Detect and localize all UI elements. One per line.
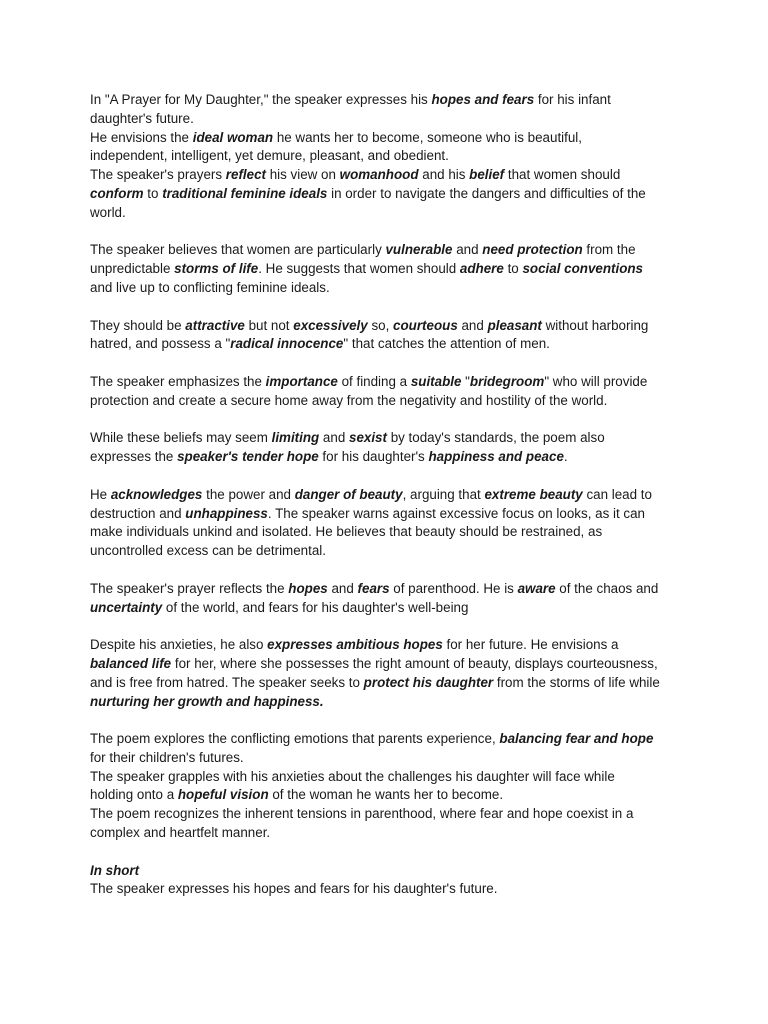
text-line <box>90 636 690 655</box>
document-page <box>90 91 690 918</box>
text-segment: uncontrolled excess can be detrimental. <box>90 543 326 559</box>
emphasized-phrase: suitable <box>410 373 462 389</box>
text-segment: . He suggests that women should <box>258 261 460 277</box>
essay-body <box>90 91 690 843</box>
emphasized-phrase: extreme beauty <box>484 486 583 502</box>
emphasized-phrase: fears <box>357 580 390 596</box>
emphasized-phrase: womanhood <box>339 167 419 183</box>
text-line <box>90 805 690 824</box>
text-segment: independent, intelligent, yet demure, pleasant, and obedient. <box>90 148 449 164</box>
text-segment: make individuals unkind and isolated. He believes that beauty should be restrained, as <box>90 524 603 540</box>
text-line <box>90 392 690 411</box>
text-segment: holding onto a <box>90 787 178 803</box>
text-line <box>90 505 690 524</box>
paragraph <box>90 91 690 223</box>
text-segment: , arguing that <box>402 486 485 502</box>
text-segment: world. <box>90 204 126 220</box>
text-segment: for her future. He envisions a <box>442 637 619 653</box>
text-segment: and <box>327 580 358 596</box>
text-segment: The speaker's prayers <box>90 167 226 183</box>
paragraph <box>90 636 690 711</box>
text-line <box>90 91 690 110</box>
emphasized-phrase: ideal woman <box>192 129 274 145</box>
paragraph <box>90 241 690 297</box>
text-line <box>90 279 690 298</box>
emphasized-phrase: conform <box>90 185 144 201</box>
summary-text: The speaker expresses his hopes and fears for his daughter's future. <box>90 881 498 897</box>
text-segment: and <box>452 242 483 258</box>
text-segment: without harboring <box>541 317 649 333</box>
emphasized-phrase: belief <box>469 167 505 183</box>
text-segment: protection and create a secure home away from the negativity and hostility of the world. <box>90 392 608 408</box>
emphasized-phrase: happiness and peace <box>428 449 564 465</box>
text-segment: and live up to conflicting feminine ideals. <box>90 279 330 295</box>
text-line <box>90 824 690 843</box>
emphasized-phrase: protect his daughter <box>363 674 494 690</box>
emphasized-phrase: acknowledges <box>110 486 203 502</box>
text-segment: so, <box>367 317 394 333</box>
text-line <box>90 448 690 467</box>
text-segment: unpredictable <box>90 261 175 277</box>
text-line <box>90 486 690 505</box>
text-line <box>90 768 690 787</box>
text-line <box>90 523 690 542</box>
paragraph <box>90 317 690 355</box>
emphasized-phrase: aware <box>517 580 556 596</box>
text-segment: to <box>143 185 163 201</box>
text-segment: and <box>457 317 488 333</box>
text-segment: The poem recognizes the inherent tensions in parenthood, where fear and hope coexist in a <box>90 806 634 822</box>
text-line <box>90 260 690 279</box>
text-segment: He envisions the <box>90 129 193 145</box>
emphasized-phrase: adhere <box>459 261 504 277</box>
emphasized-phrase: balanced life <box>90 655 172 671</box>
text-segment: of finding a <box>337 373 411 389</box>
text-segment: for her, where she possesses the right amount of beauty, displays courteousness, <box>171 655 658 671</box>
text-line <box>90 580 690 599</box>
text-segment: can lead to <box>582 486 652 502</box>
text-line <box>90 693 690 712</box>
text-line <box>90 241 690 260</box>
text-segment: hatred, and possess a " <box>90 336 231 352</box>
emphasized-phrase: courteous <box>393 317 458 333</box>
text-segment: and his <box>418 167 470 183</box>
text-segment: for his daughter's <box>318 449 429 465</box>
text-line <box>90 599 690 618</box>
paragraph <box>90 373 690 411</box>
text-segment: by today's standards, the poem also <box>386 430 605 446</box>
text-segment: of the world, and fears for his daughter's well-being <box>162 599 469 615</box>
text-segment: in order to navigate the dangers and difficulties of the <box>327 185 646 201</box>
emphasized-phrase: storms of life <box>174 261 259 277</box>
emphasized-phrase: danger of beauty <box>294 486 403 502</box>
text-line <box>90 166 690 185</box>
text-segment: " who will provide <box>544 373 648 389</box>
emphasized-phrase: bridegroom <box>469 373 545 389</box>
text-segment: the power and <box>202 486 295 502</box>
text-segment: for their children's futures. <box>90 749 244 765</box>
text-line <box>90 204 690 223</box>
emphasized-phrase: balancing fear and hope <box>499 731 654 747</box>
text-line <box>90 429 690 448</box>
emphasized-phrase: expresses ambitious hopes <box>267 637 443 653</box>
text-segment: The speaker grapples with his anxieties about the challenges his daughter will face while <box>90 768 615 784</box>
text-segment: for his infant <box>534 92 611 107</box>
text-segment: The speaker emphasizes the <box>90 373 266 389</box>
emphasized-phrase: attractive <box>185 317 245 333</box>
text-line <box>90 786 690 805</box>
text-segment: They should be <box>90 317 186 333</box>
text-line <box>90 655 690 674</box>
emphasized-phrase: unhappiness <box>185 505 268 521</box>
emphasized-phrase: speaker's tender hope <box>177 449 319 465</box>
text-segment: from the storms of life while <box>493 674 660 690</box>
emphasized-phrase: sexist <box>349 430 387 446</box>
text-line <box>90 110 690 129</box>
text-line <box>90 749 690 768</box>
emphasized-phrase: traditional feminine ideals <box>162 185 328 201</box>
text-line <box>90 185 690 204</box>
emphasized-phrase: nurturing her growth and happiness. <box>90 693 324 709</box>
text-segment: that women should <box>504 167 621 183</box>
text-line <box>90 373 690 392</box>
emphasized-phrase: limiting <box>271 430 320 446</box>
text-line <box>90 542 690 561</box>
text-segment: . <box>563 449 568 465</box>
emphasized-phrase: social conventions <box>522 261 644 277</box>
paragraph <box>90 429 690 467</box>
emphasized-phrase: radical innocence <box>230 336 344 352</box>
emphasized-phrase: hopeful vision <box>177 787 269 803</box>
text-segment: of the chaos and <box>555 580 659 596</box>
text-segment: of the woman he wants her to become. <box>268 787 504 803</box>
emphasized-phrase: importance <box>265 373 338 389</box>
paragraph <box>90 730 690 843</box>
text-line <box>90 674 690 693</box>
text-line <box>90 730 690 749</box>
summary-section <box>90 862 690 900</box>
text-line <box>90 335 690 354</box>
text-segment: and <box>319 430 349 446</box>
text-segment: but not <box>244 317 294 333</box>
emphasized-phrase: vulnerable <box>385 242 453 258</box>
text-line <box>90 317 690 336</box>
text-segment: In "A Prayer for My Daughter," the speaker expresses his <box>90 92 432 107</box>
text-segment: he wants her to become, someone who is beautiful, <box>273 129 583 145</box>
text-segment: " that catches the attention of men. <box>343 336 550 352</box>
text-segment: " <box>461 373 470 389</box>
summary-heading: In short <box>90 862 140 878</box>
text-segment: The speaker believes that women are particularly <box>90 242 386 258</box>
text-segment: daughter's future. <box>90 110 194 126</box>
emphasized-phrase: hopes and fears <box>431 92 535 107</box>
text-segment: He <box>90 486 111 502</box>
text-segment: The poem explores the conflicting emotions that parents experience, <box>90 731 500 747</box>
paragraph <box>90 580 690 618</box>
paragraph <box>90 486 690 561</box>
emphasized-phrase: pleasant <box>487 317 542 333</box>
text-segment: from the <box>582 242 636 258</box>
text-segment: of parenthood. He is <box>389 580 518 596</box>
text-segment: While these beliefs may seem <box>90 430 272 446</box>
text-line <box>90 129 690 148</box>
text-segment: Despite his anxieties, he also <box>90 637 268 653</box>
emphasized-phrase: hopes <box>288 580 328 596</box>
text-segment: . The speaker warns against excessive focus on looks, as it can <box>267 505 646 521</box>
emphasized-phrase: excessively <box>293 317 368 333</box>
text-segment: expresses the <box>90 449 178 465</box>
text-segment: to <box>503 261 523 277</box>
text-segment: and is free from hatred. The speaker seeks to <box>90 674 364 690</box>
emphasized-phrase: need protection <box>482 242 583 258</box>
text-segment: complex and heartfelt manner. <box>90 825 271 841</box>
text-segment: destruction and <box>90 505 186 521</box>
emphasized-phrase: reflect <box>225 167 266 183</box>
text-segment: The speaker's prayer reflects the <box>90 580 289 596</box>
text-line <box>90 147 690 166</box>
text-segment: his view on <box>265 167 340 183</box>
emphasized-phrase: uncertainty <box>90 599 163 615</box>
